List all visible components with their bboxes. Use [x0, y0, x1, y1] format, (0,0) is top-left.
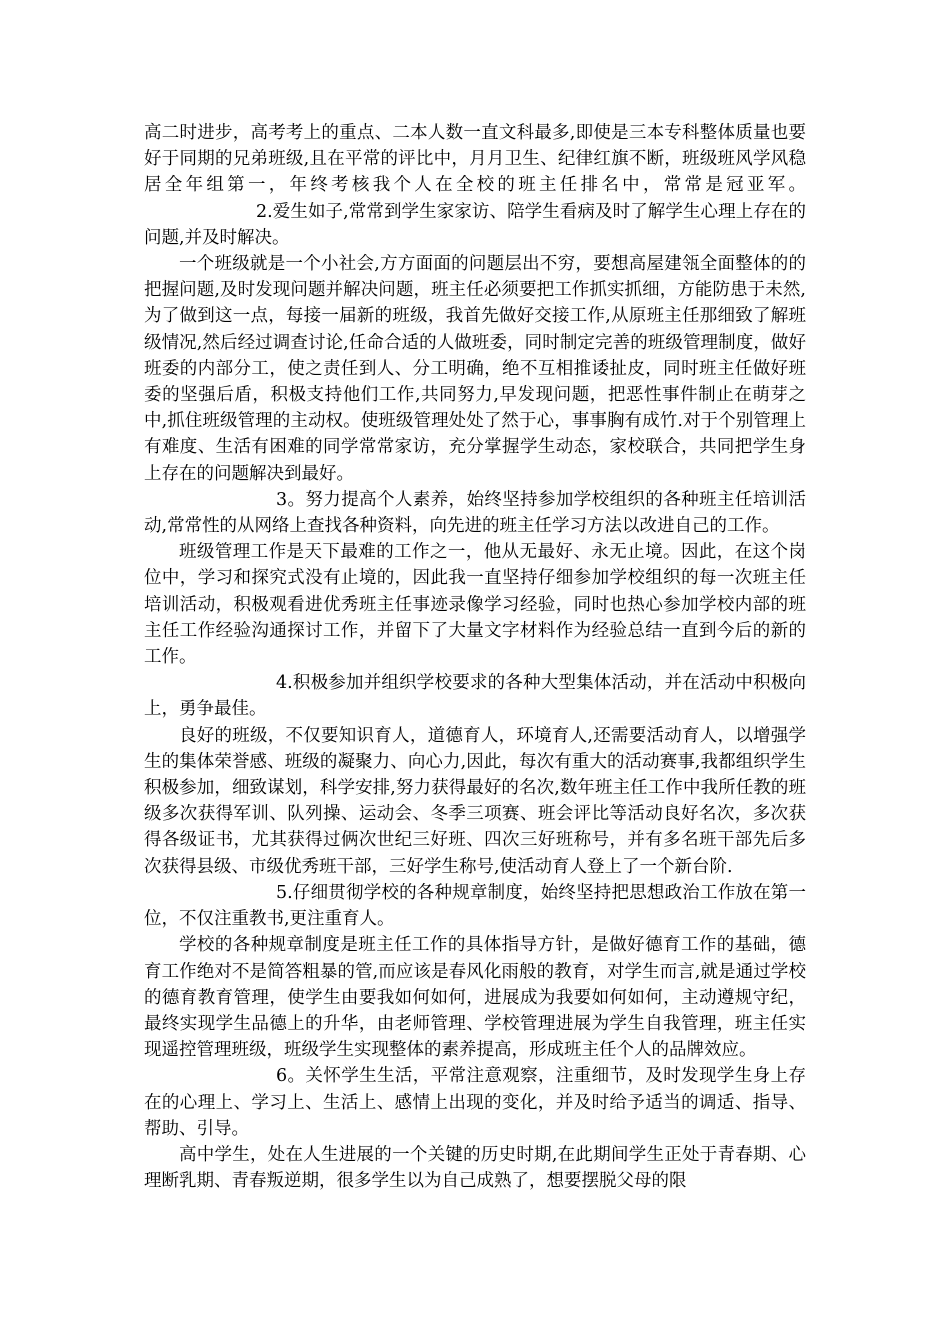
paragraph-1 — [144, 120, 806, 251]
item-4-heading: 4.积极参加并组织学校要求的各种大型集体活动，并在活动中积极向上，勇争最佳。 — [144, 673, 806, 720]
paragraph-10: 高中学生，处在人生进展的一个关键的历史时期,在此期间学生正处于青春期、心理断乳期、青春叛逆期，很多学生以为自己成熟了，想要摆脱父母的限 — [144, 1144, 806, 1192]
item-6-heading: 6。关怀学生生活，平常注意观察，注重细节，及时发现学生身上存在的心理上、学习上、生活上、感情上出现的变化，并及时给予适当的调适、指导、帮助、引导。 — [144, 1066, 806, 1139]
item-3-heading: 3。努力提高个人素养，始终坚持参加学校组织的各种班主任培训活动,常常性的从网络上查找各种资料，向先进的班主任学习方法以改进自己的工作。 — [144, 489, 806, 537]
paragraph-8: 学校的各种规章制度是班主任工作的具体指导方针，是做好德育工作的基础，德育工作绝对不是简答粗暴的管,而应该是春风化雨般的教育，对学生而言,就是通过学校的德育教育管理，使学生由要我如何如何，进展成为我要如何如何，主动遵规守纪，最终实现学生品德上的升华，由老师管理、学校管理进展为学生自我管理，班主任实现遥控管理班级，班级学生实现整体的素养提高，形成班主任个人的品牌效应。 — [144, 935, 806, 1061]
paragraph-1-text: 高二时进步，高考考上的重点、二本人数一直文科最多,即使是三本专科整体质量也要好于同期的兄弟班级,且在平常的评比中，月月卫生、纪律红旗不断，班级班风学风稳居全年组第一，年终考核我个人在全校的班主任排名中，常常是冠亚军。 — [144, 123, 806, 196]
paragraph-6: 良好的班级，不仅要知识育人，道德育人，环境育人,还需要活动育人，以增强学生的集体荣誉感、班级的凝聚力、向心力,因此，每次有重大的活动赛事,我都组织学生积极参加，细致谋划，科学安排,努力获得最好的名次,数年班主任工作中我所任教的班级多次获得军训、队列操、运动会、冬季三项赛、班会评比等活动良好名次，多次获得各级证书，尤其获得过俩次世纪三好班、四次三好班称号，并有多名班干部先后多次获得县级、市级优秀班干部，三好学生称号,使活动育人登上了一个新台阶. — [144, 725, 806, 877]
item-2-heading: 2.爱生如子,常常到学生家家访、陪学生看病及时了解学生心理上存在的问题,并及时解决。 — [144, 201, 806, 248]
paragraph-4: 班级管理工作是天下最难的工作之一，他从无最好、永无止境。因此，在这个岗位中，学习和探究式没有止境的，因此我一直坚持仔细参加学校组织的每一次班主任培训活动，积极观看进优秀班主任事迹录像学习经验，同时也热心参加学校内部的班主任工作经验沟通探讨工作，并留下了大量文字材料作为经验总结一直到今后的新的工作。 — [144, 542, 806, 668]
document-body — [144, 120, 806, 1194]
item-5-heading: 5.仔细贯彻学校的各种规章制度，始终坚持把思想政治工作放在第一位，不仅注重教书,更注重育人。 — [144, 882, 806, 930]
paragraph-2: 一个班级就是一个小社会,方方面面的问题层出不穷，要想高屋建瓴全面整体的的把握问题,及时发现问题并解决问题，班主任必须要把工作抓实抓细，方能防患于未然,为了做到这一点，每接一届新的班级，我首先做好交接工作,从原班主任那细致了解班级情况,然后经过调查讨论,任命合适的人做班委，同时制定完善的班级管理制度，做好班委的内部分工，使之责任到人、分工明确，绝不互相推诿扯皮，同时班主任做好班委的坚强后盾，积极支持他们工作,共同努力,早发现问题，把恶性事件制止在萌芽之中,抓住班级管理的主动权。使班级管理处处了然于心，事事胸有成竹.对于个别管理上有难度、生活有困难的同学常常家访，充分掌握学生动态，家校联合，共同把学生身上存在的问题解决到最好。 — [144, 254, 806, 484]
